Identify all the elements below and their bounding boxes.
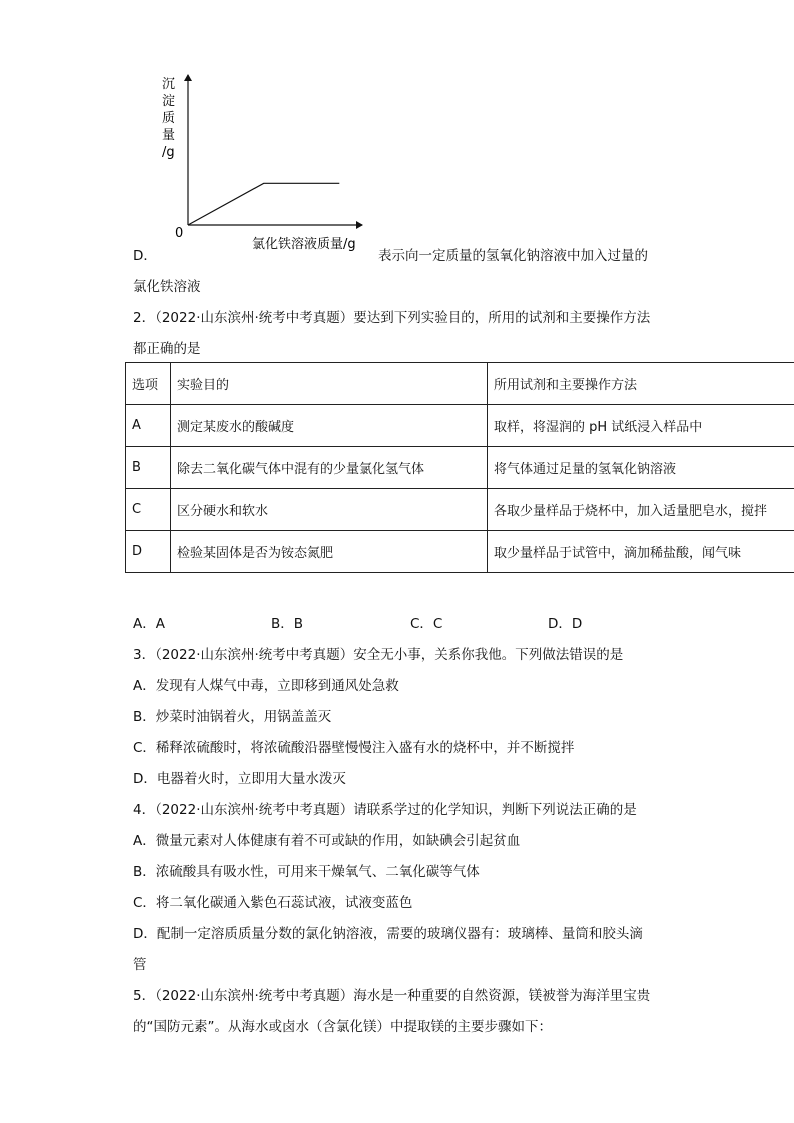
origin-label: 0 — [175, 226, 184, 241]
q1-option-d-letter: D． — [133, 248, 157, 264]
q4-option-c[interactable]: C．将二氧化碳通入紫色石蕊试液，试液变蓝色 — [133, 895, 413, 911]
choice-b[interactable]: B．B — [271, 616, 304, 632]
table-header-cell: 实验目的 — [171, 363, 488, 405]
y-axis-label-char: 量 — [162, 128, 176, 143]
table-cell: B — [126, 447, 171, 489]
q3-option-c[interactable]: C．稀释浓硫酸时，将浓硫酸沿器壁慢慢注入盛有水的烧杯中，并不断搅拌 — [133, 740, 575, 756]
q4-option-d[interactable]: D．配制一定溶质质量分数的氯化钠溶液，需要的玻璃仪器有：玻璃棒、量筒和胶头滴 — [133, 926, 643, 942]
table-cell: 检验某固体是否为铵态氮肥 — [171, 531, 488, 573]
y-axis-label-char: 淀 — [162, 94, 176, 109]
q2-stem-line2: 都正确的是 — [133, 341, 201, 357]
table-header-cell: 选项 — [126, 363, 171, 405]
q4-option-d-cont: 管 — [133, 957, 147, 973]
table-cell: 取少量样品于试管中，滴加稀盐酸，闻气味 — [488, 531, 794, 573]
y-axis-label-char: /g — [162, 145, 175, 160]
q1-option-d-text: 表示向一定质量的氢氧化钠溶液中加入过量的 — [378, 248, 648, 264]
table-cell: 将气体通过足量的氢氧化钠溶液 — [488, 447, 794, 489]
y-axis-label — [162, 77, 175, 160]
choice-a[interactable]: A．A — [133, 616, 165, 632]
table-cell: 各取少量样品于烧杯中，加入适量肥皂水，搅拌 — [488, 489, 794, 531]
q3-option-b[interactable]: B．炒菜时油锅着火，用锅盖盖灭 — [133, 709, 332, 725]
x-axis-label: 氯化铁溶液质量/g — [252, 237, 356, 252]
table-cell: 区分硬水和软水 — [171, 489, 488, 531]
q2-stem-line1: 2．（2022·山东滨州·统考中考真题）要达到下列实验目的，所用的试剂和主要操作方法 — [133, 310, 651, 326]
table-row — [126, 489, 794, 531]
table-header-row — [126, 363, 794, 405]
choice-c[interactable]: C．C — [410, 616, 443, 632]
q3-option-a[interactable]: A．发现有人煤气中毒，立即移到通风处急救 — [133, 678, 399, 694]
table-cell: 取样，将湿润的 pH 试纸浸入样品中 — [488, 405, 794, 447]
precipitate-mass-graph — [150, 65, 375, 255]
table-cell: A — [126, 405, 171, 447]
table-row — [126, 531, 794, 573]
q4-option-b[interactable]: B．浓硫酸具有吸水性，可用来干燥氧气、二氧化碳等气体 — [133, 864, 480, 880]
table-cell: 除去二氧化碳气体中混有的少量氯化氢气体 — [171, 447, 488, 489]
table-header-cell: 所用试剂和主要操作方法 — [488, 363, 794, 405]
choice-d[interactable]: D．D — [548, 616, 583, 632]
q3-option-d[interactable]: D．电器着火时，立即用大量水泼灭 — [133, 771, 346, 787]
q4-option-a[interactable]: A．微量元素对人体健康有着不可或缺的作用，如缺碘会引起贫血 — [133, 833, 521, 849]
table-cell: 测定某废水的酸碱度 — [171, 405, 488, 447]
q1-option-d-text-cont: 氯化铁溶液 — [133, 279, 201, 295]
q5-stem-line1: 5．（2022·山东滨州·统考中考真题）海水是一种重要的自然资源，镁被誉为海洋里宝贵 — [133, 988, 651, 1004]
y-axis-label-char: 质 — [162, 111, 176, 126]
table-row — [126, 447, 794, 489]
table-cell: D — [126, 531, 171, 573]
table-cell: C — [126, 489, 171, 531]
q4-stem: 4．（2022·山东滨州·统考中考真题）请联系学过的化学知识，判断下列说法正确的是 — [133, 802, 637, 818]
q2-options-table — [125, 362, 794, 573]
q5-stem-line2: 的“国防元素”。从海水或卤水（含氯化镁）中提取镁的主要步骤如下： — [133, 1019, 552, 1035]
y-axis-label-char: 沉 — [162, 77, 176, 92]
table-row — [126, 405, 794, 447]
q3-stem: 3．（2022·山东滨州·统考中考真题）安全无小事，关系你我他。下列做法错误的是 — [133, 647, 624, 663]
precipitate-line — [188, 183, 339, 225]
